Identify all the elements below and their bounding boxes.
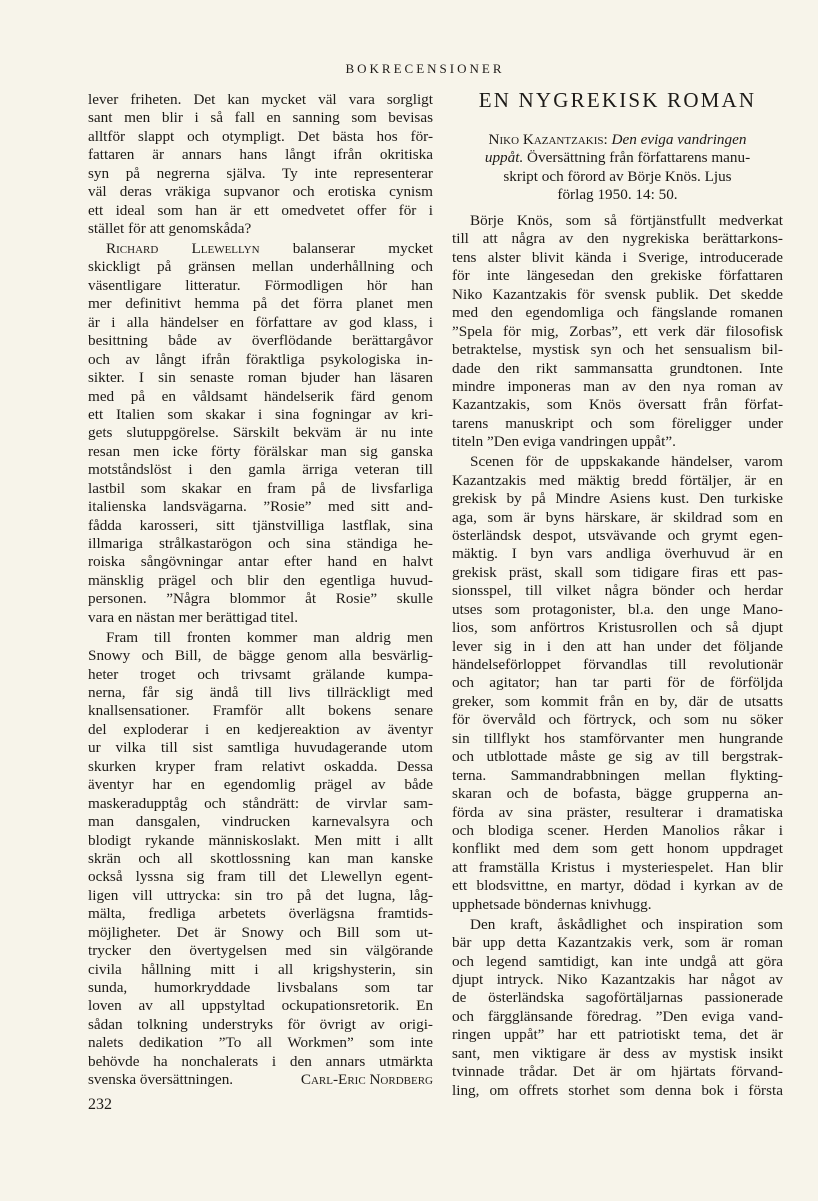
line-text: ligen vill uttrycka: sin tro på det lugna, låg- (88, 886, 433, 904)
text-line (452, 1045, 783, 1063)
text-line (452, 785, 783, 803)
text-line (88, 498, 433, 516)
line-text: skickligt på gränsen mellan underhållning och (88, 258, 433, 276)
line-text: upphetsade böndernas knivhugg. (452, 895, 652, 913)
line-text: Scenen för de uppskakande händelser, varom (470, 453, 783, 471)
line-text: terna. Sammandrabbningen mellan flykting- (452, 766, 783, 784)
line-text: Snowy och Bill, de bägge genom alla besvärlig- (88, 647, 433, 665)
text-line (452, 509, 783, 527)
text-line (88, 240, 433, 258)
citation-author: Niko Kazantzakis: (488, 131, 608, 148)
citation-text: Översättning från författarens manu- (527, 149, 751, 167)
text-line (88, 406, 433, 424)
line-text: Den kraft, åskådlighet och inspiration som (470, 915, 783, 933)
line-text: balanserar mycket (259, 240, 433, 257)
paragraph (88, 240, 433, 627)
text-line (452, 1026, 783, 1044)
text-line (452, 711, 783, 729)
text-line (452, 304, 783, 322)
line-text: österländsk despot, utsvävande och grymt egen- (452, 526, 783, 544)
text-line (88, 165, 433, 183)
text-line (452, 453, 783, 471)
line-text: Fram till fronten kommer man aldrig men (106, 628, 433, 646)
text-line (88, 979, 433, 997)
text-line (88, 776, 433, 794)
citation-line (452, 131, 783, 149)
line-text: lastbil som skakar en fram på de livsfarliga (88, 479, 433, 497)
line-text: sunda, humorkryddade livsbalans som tar (88, 979, 433, 996)
text-line (452, 896, 783, 914)
text-line (88, 997, 433, 1015)
text-line (88, 572, 433, 590)
text-line (88, 905, 433, 923)
text-line (452, 396, 783, 414)
line-text: lever friheten. Det kan mycket väl vara sorgligt (88, 91, 433, 108)
text-line (88, 647, 433, 665)
line-text: ling, om offrets storhet som denna bok i första (452, 1081, 783, 1099)
line-text: för inte längesedan den grekiske författaren (452, 267, 783, 285)
right-column (452, 212, 783, 1102)
book-citation (452, 131, 783, 205)
text-line (88, 1016, 433, 1034)
line-text: och blodiga scener. Herden Manolios råkar i (452, 821, 783, 839)
text-line (88, 739, 433, 757)
line-text: aga, som är byns härskare, är skildrad som en (452, 508, 783, 526)
paragraph (452, 453, 783, 914)
line-text: ett Italien som skakar i sina fogningar av kri- (88, 405, 433, 423)
text-line (452, 1008, 783, 1026)
text-line (452, 601, 783, 619)
line-text: väsentligare litteratur. Förmodligen hör han (88, 276, 433, 294)
line-text: greker, som kommit från en by, där de utsatts (452, 692, 783, 710)
line-text: lever sig in i den att han under det följande (452, 637, 783, 655)
text-line (452, 804, 783, 822)
text-line (452, 249, 783, 267)
line-text: heter troget och trivsamt grälande kumpa- (88, 665, 433, 683)
text-line (88, 590, 433, 608)
text-line (88, 924, 433, 942)
text-line (452, 490, 783, 508)
text-line (452, 582, 783, 600)
text-line (452, 1082, 783, 1100)
line-text: också lyssna sig fram till det Llewellyn egent- (88, 868, 433, 886)
text-line (88, 183, 433, 201)
line-text: tens alster blivit kända i Sverige, introducerade (452, 248, 783, 266)
text-line (452, 433, 783, 451)
line-text: betraktelse, mystisk syn och het sensualism bil- (452, 341, 783, 359)
text-line (88, 424, 433, 442)
line-text: Kazantzakis med mäktig bredd förtäljer, är en (452, 471, 783, 489)
text-line (452, 212, 783, 230)
line-text: sikter. I sin senaste roman bjuder han läsaren (88, 369, 433, 387)
line-text: är i alla händelser en författare av god klass, i (88, 313, 433, 331)
line-text: ”Spela för mig, Zorbas”, ett verk där filosofisk (452, 322, 783, 340)
line-text: Niko Kazantzakis för svensk publik. Det skedde (452, 285, 783, 303)
running-head: BOKRECENSIONER (345, 61, 505, 76)
text-line (452, 767, 783, 785)
text-line (88, 351, 433, 369)
text-line (88, 443, 433, 461)
text-line (452, 545, 783, 563)
text-line (88, 1053, 433, 1071)
text-line (88, 91, 433, 109)
text-line (88, 702, 433, 720)
line-text: tarens manuskript och som föreligger under (452, 414, 783, 432)
text-line (88, 758, 433, 776)
text-line (88, 832, 433, 850)
text-line (452, 840, 783, 858)
text-line (452, 619, 783, 637)
citation-line: skript och förord av Börje Knös. Ljus (503, 167, 732, 185)
line-text: besittning både av överflödande berättargåvor (88, 332, 433, 350)
line-text: att framställa Kristus i mysteriespelet. Han blir (452, 858, 783, 876)
line-text: civila hållning mitt i all krigshysterin, sin (88, 960, 433, 978)
text-line (88, 128, 433, 146)
line-text: sant men blir i så fall en sanning som bevisas (88, 109, 433, 127)
line-text: nerna, får sig ändå till livs tillräckligt med (88, 684, 433, 701)
line-text: roiska sångövningar antar efter hand en halvt (88, 553, 433, 571)
text-line (88, 517, 433, 535)
text-line (88, 388, 433, 406)
line-text: italienska landsvägarna. ”Rosie” med sitt and- (88, 498, 433, 516)
text-line (88, 684, 433, 702)
line-text: de österländska sagoförtäljarnas passionerade (452, 989, 783, 1007)
line-text: nalets dedikation ”To all Workmen” som inte (88, 1034, 433, 1052)
line-text: stället för att genomskåda? (88, 220, 252, 238)
line-text: Börje Knös, som så förtjänstfullt medverkat (470, 212, 783, 229)
paragraph (88, 91, 433, 239)
text-line (88, 535, 433, 553)
line-text: resan men icke förty förälskar man sig ganska (88, 442, 433, 460)
left-column (88, 91, 433, 1091)
line-text: fattaren är annars hans långt ifrån okritiska (88, 146, 433, 164)
text-line (452, 527, 783, 545)
line-text: del exploderar i en kedjereaktion av äventyr (88, 720, 433, 738)
text-line (88, 1034, 433, 1052)
line-text: och utblottade måste ge sig av till bergstrak- (452, 748, 783, 766)
line-text: syn på negrerna själva. Ty inte representerar (88, 164, 433, 182)
line-text: möjligheter. Det är Snowy och Bill som ut- (88, 923, 433, 941)
text-line (88, 961, 433, 979)
text-line (452, 953, 783, 971)
text-line (452, 638, 783, 656)
line-text: maskeradupptåg och ståndrätt: de virvlar sam- (88, 794, 433, 812)
line-text: mänsklig prägel och blir den egentliga huvud- (88, 571, 433, 589)
line-text: och agitator; han tar parti för de förföljda (452, 674, 783, 692)
line-text: svenska översättningen. (88, 1071, 234, 1089)
citation-line (452, 149, 783, 167)
text-line (452, 415, 783, 433)
text-line (452, 693, 783, 711)
line-text: och färgglänsande föredrag. ”Den eviga vand- (452, 1007, 783, 1025)
text-line (88, 887, 433, 905)
line-text: utses som protagonister, bl.a. den unge Mano- (452, 600, 783, 618)
text-line (88, 277, 433, 295)
text-line (452, 916, 783, 934)
text-line (88, 868, 433, 886)
text-line (88, 629, 433, 647)
line-text: för övervåld och förtryck, och som nu söker (452, 711, 783, 729)
text-line (452, 989, 783, 1007)
line-text: mäktig. I byn vars andliga överhuvud är en (452, 545, 783, 563)
line-text: personen. ”Några blommor åt Rosie” skulle (88, 590, 433, 608)
line-text: mer definitivt hemma på det förra planet men (88, 295, 433, 313)
line-text: fådda karosseri, sitt tjänstvilliga lastflak, sina (88, 516, 433, 534)
line-text: skurken kryper fram relativt oskadda. Dessa (88, 757, 433, 775)
reviewer-signature: Carl-Eric Nordberg (300, 1071, 433, 1089)
line-text: med på en våldsamt händelserik färd genom (88, 387, 433, 405)
text-line (452, 748, 783, 766)
line-text: med den egendomliga och fängslande romanen (452, 304, 783, 322)
text-line (452, 934, 783, 952)
text-line (452, 378, 783, 396)
text-line (88, 314, 433, 332)
text-line (452, 360, 783, 378)
text-line (452, 1063, 783, 1081)
line-text: till att några av den nygrekiska berättarkons- (452, 230, 783, 248)
citation-book-title-cont: uppåt. (484, 149, 524, 167)
line-text: behövde ha nonchalerats i den annars utmärkta (88, 1052, 433, 1070)
paragraph (452, 916, 783, 1100)
line-text: skaran och de bofasta, bägge grupperna an- (452, 785, 783, 803)
text-line (452, 656, 783, 674)
line-text: titeln ”Den eviga vandringen uppåt”. (452, 433, 676, 451)
line-text: ett ideal som han är ett omedvetet offer för i (88, 201, 433, 219)
text-line (88, 553, 433, 571)
text-line (452, 971, 783, 989)
line-text: väl deras vräkiga supvanor och erotiska cynism (88, 183, 433, 201)
page-number: 232 (88, 1096, 112, 1113)
line-text: och legend samtidigt, kan inte undgå att göra (452, 952, 783, 970)
line-text: tvinnade trådar. Det är om hjärtats förvand- (452, 1063, 783, 1081)
text-line (452, 341, 783, 359)
text-line (452, 822, 783, 840)
line-text: man dansgalen, vindrucken karnevalsyra och (88, 813, 433, 831)
line-text: Kazantzakis, som Knös översatt från förfat- (452, 396, 783, 414)
line-text: grekisk by på Mindre Asiens kust. Den turkiske (452, 490, 783, 508)
line-text: grekisk präst, skall som tidigare firas ett pas- (452, 563, 783, 581)
line-text: sådan tolkning understryks för övrigt av origi- (88, 1015, 433, 1033)
text-line (88, 480, 433, 498)
line-text: vara en nästan mer berättigad titel. (88, 608, 298, 626)
line-text: mälta, fredliga arbetets överlägsna framtids- (88, 905, 433, 923)
text-line (452, 230, 783, 248)
text-line (452, 877, 783, 895)
line-text: äventyr har en egendomlig prägel av både (88, 776, 433, 794)
line-text: lios, som anförtros Kristusrollen och så djupt (452, 619, 783, 637)
line-text: djupt intryck. Niko Kazantzakis har något av (452, 970, 783, 988)
line-text: bär upp detta Kazantzakis verk, som är roman (452, 934, 783, 952)
text-line (88, 258, 433, 276)
line-text: ringen uppåt” har ett patriotiskt tema, det är (452, 1026, 783, 1044)
paragraph (452, 212, 783, 452)
line-text: ett blodsvittne, en martyr, dödad i kyrkan av de (452, 877, 783, 895)
text-line (88, 795, 433, 813)
citation-line: förlag 1950. 14: 50. (557, 186, 678, 204)
review-title: EN NYGREKISK ROMAN (478, 88, 757, 112)
text-line (88, 666, 433, 684)
line-text: loven av all uppstyltad ockupationsretorik. En (88, 997, 433, 1015)
line-text: konflikt med dem som gett honom uppdraget (452, 840, 783, 858)
line-text: och av långt ifrån föraktliga psykologiska in- (88, 350, 433, 368)
text-line (88, 813, 433, 831)
text-line (88, 850, 433, 868)
text-line (88, 942, 433, 960)
text-line (88, 109, 433, 127)
text-line (88, 220, 433, 238)
line-text: dade den rikt sammansatta grundtonen. Inte (452, 359, 783, 377)
text-line (452, 323, 783, 341)
text-line (452, 472, 783, 490)
text-line (88, 721, 433, 739)
line-text: ur vilka till sist samtliga huvudagerande utom (88, 739, 433, 757)
line-text: alltför slappt och otympligt. Det bästa hos för- (88, 127, 433, 145)
text-line (88, 461, 433, 479)
text-line (88, 295, 433, 313)
text-line (88, 1071, 433, 1089)
line-text: sin tillflykt hos stamförvanter men hungrande (452, 729, 783, 747)
text-line (452, 286, 783, 304)
line-text: skrän och all skottlossning kan man kanske (88, 849, 433, 867)
line-text: händelseförloppet förvandlas till revolutionär (452, 656, 783, 673)
text-line (88, 202, 433, 220)
text-line (452, 674, 783, 692)
line-text: knallsensationer. Framför allt bokens senare (88, 702, 433, 720)
text-line (452, 859, 783, 877)
text-line (452, 267, 783, 285)
line-text: gets slutuppgörelse. Särskilt bekväm är nu inte (88, 424, 433, 442)
line-text: sionsspel, till vilket några bönder och herdar (452, 582, 783, 600)
text-line (88, 332, 433, 350)
text-line (88, 146, 433, 164)
text-line (88, 609, 433, 627)
text-line (88, 369, 433, 387)
line-text: motståndslöst i den gamla ärriga veteran till (88, 461, 433, 479)
citation-book-title: Den eviga vandringen (611, 131, 747, 148)
line-text: illmariga strålkastarögon och sina ständiga he- (88, 535, 433, 552)
text-line (452, 730, 783, 748)
paragraph (88, 629, 433, 1090)
line-text: förda av sina präster, resulterar i dramatiska (452, 803, 783, 821)
author-name: Richard Llewellyn (106, 240, 260, 257)
line-text: mindre imponeras man av den nya roman av (452, 377, 783, 395)
text-line (452, 564, 783, 582)
line-text: sant, men viktigare är dess av mystisk insikt (452, 1044, 783, 1062)
line-text: trycker den övertygelsen med sin välgörande (88, 942, 433, 960)
line-text: blodigt rykande människoslakt. Men mitt i allt (88, 831, 433, 849)
